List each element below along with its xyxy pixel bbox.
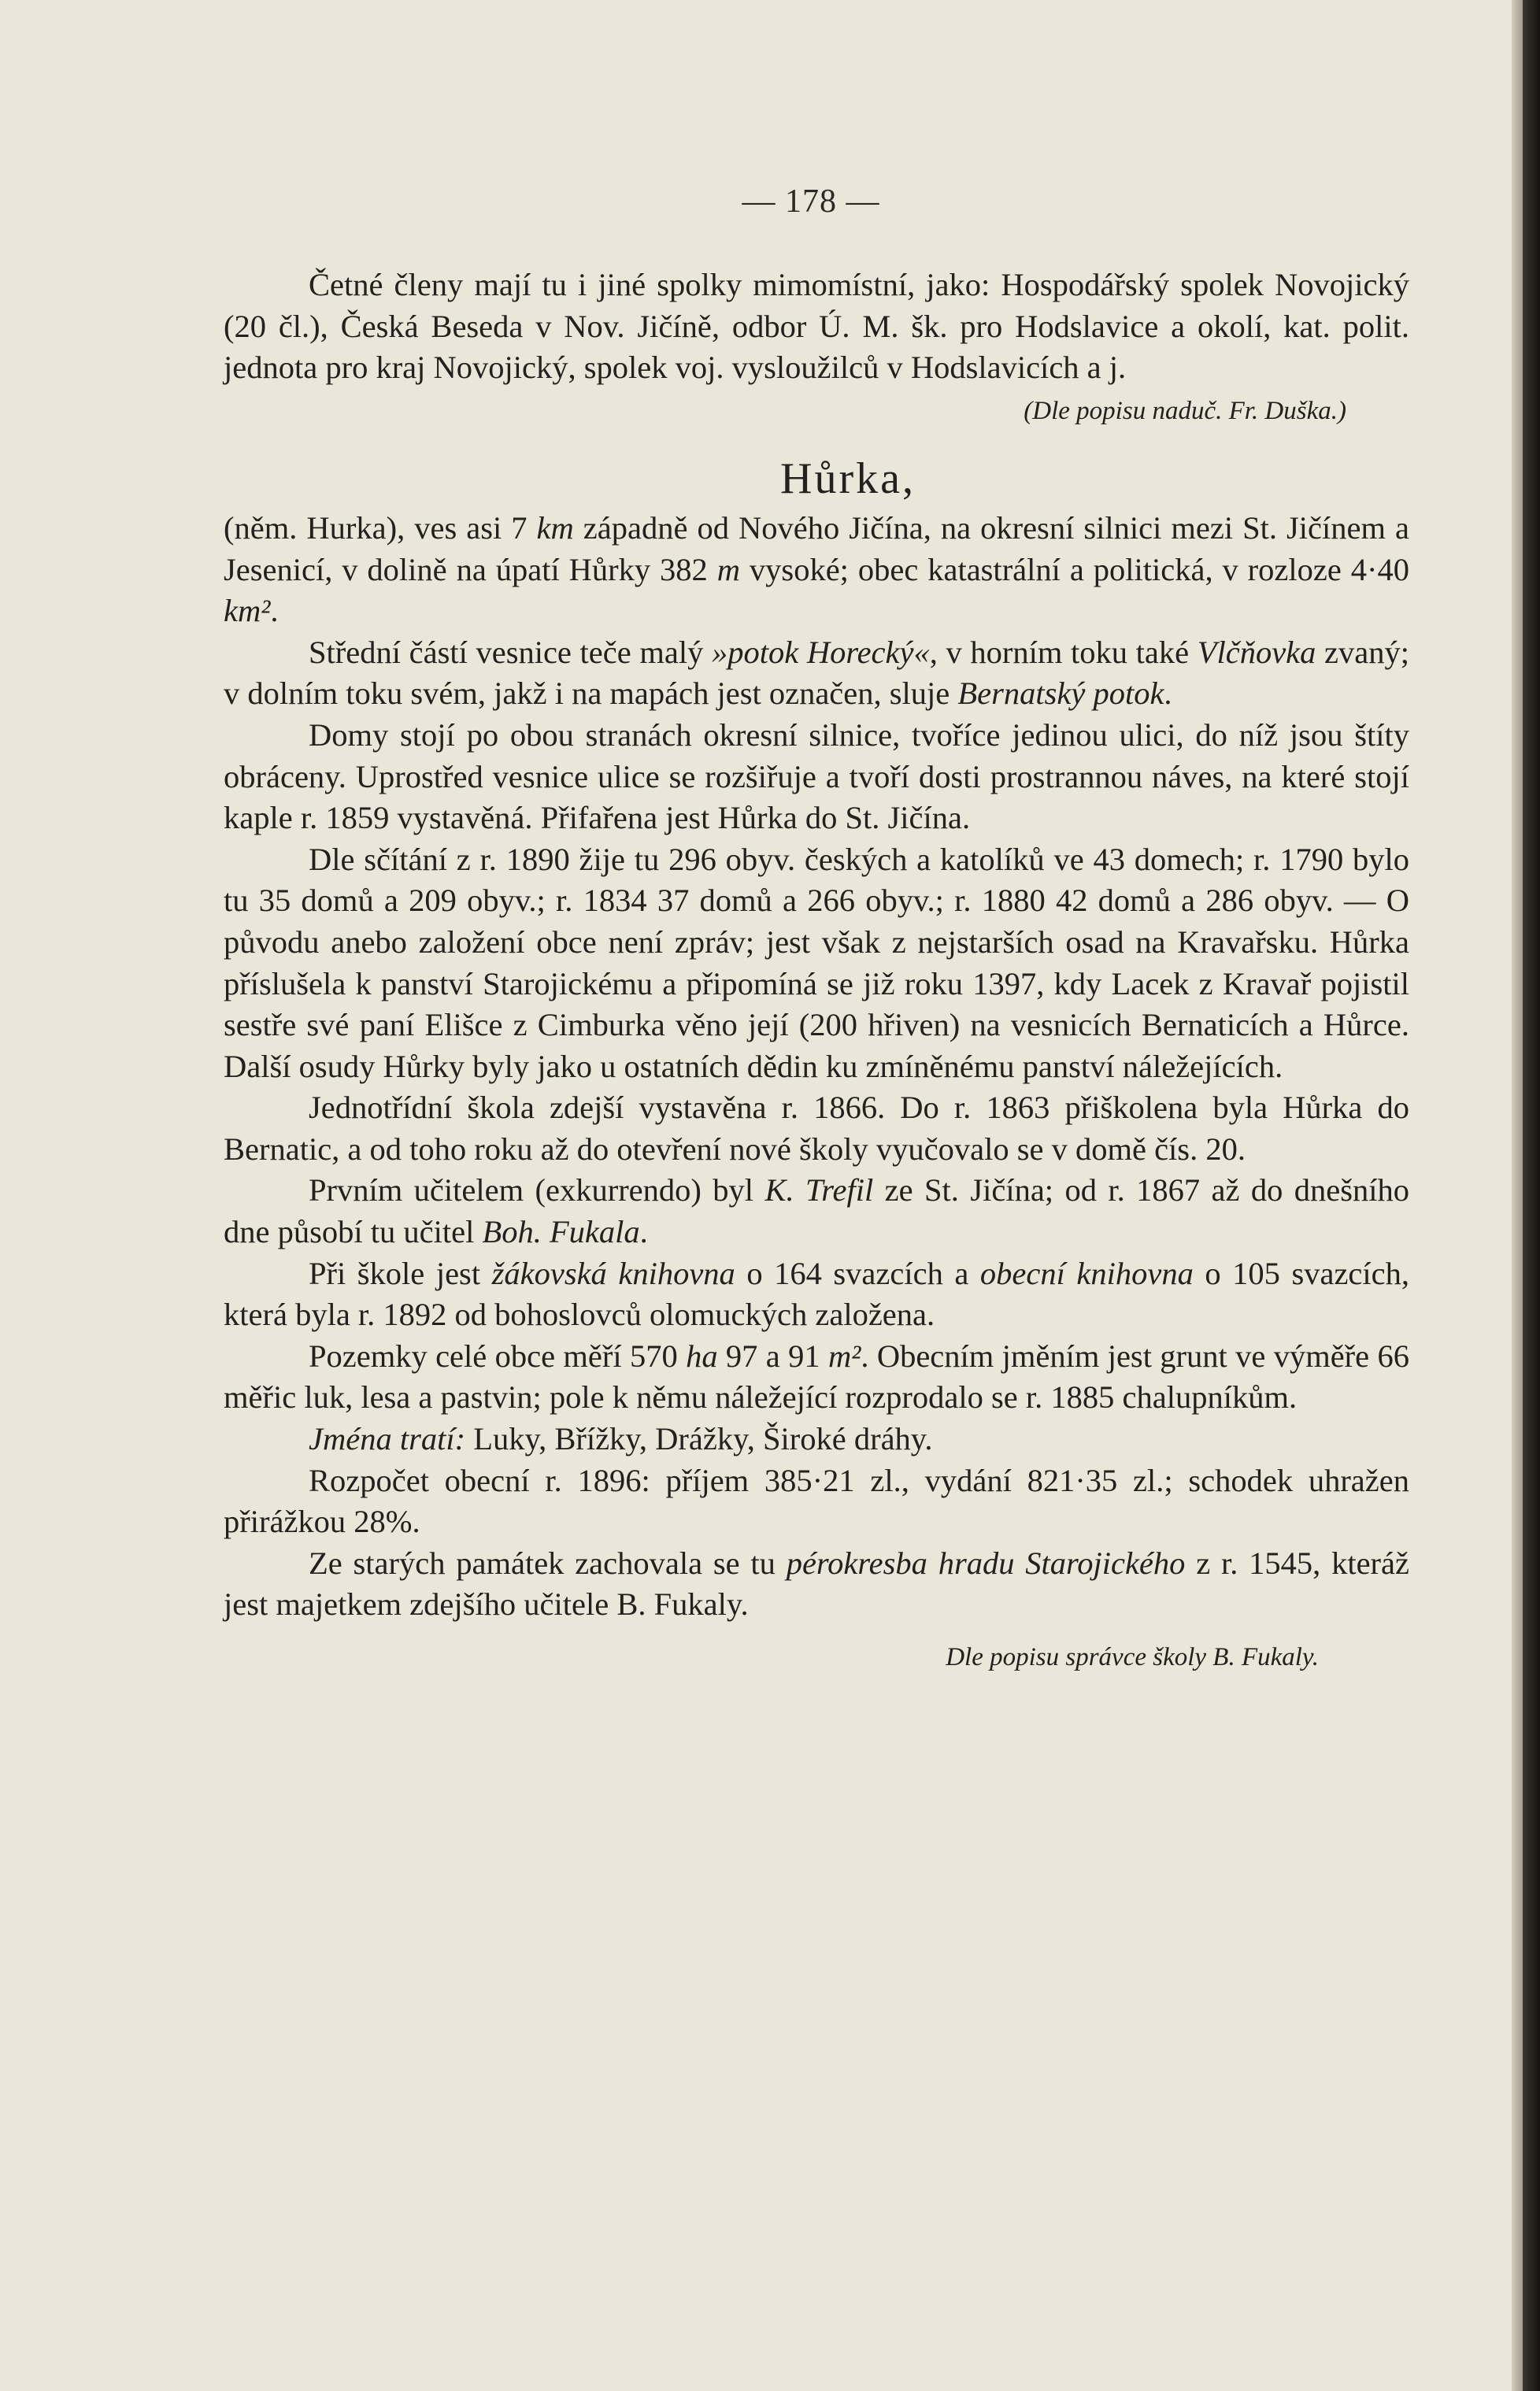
scan-edge: [1523, 0, 1540, 2391]
paragraph-budget: Rozpočet obecní r. 1896: příjem 385·21 zl., vydání 821·35 zl.; schodek uhražen přirážkou 28%.: [224, 1462, 1409, 1540]
signature-article: Dle popisu správce školy B. Fukaly.: [946, 1643, 1319, 1671]
paragraph-houses: Domy stojí po obou stranách okresní silnice, tvoříce jedinou ulici, do níž jsou štíty obráceny. Uprostřed vesnice ulice se rozšiřuje a tvoří dosti prostrannou náves, na které stojí kaple r. 1859 vystavěná. Přifařena jest Hůrka do St. Jičína.: [224, 716, 1409, 836]
paragraph-history: Dle sčítání z r. 1890 žije tu 296 obyv. českých a katolíků ve 43 domech; r. 1790 bylo tu 35 domů a 209 obyv.; r. 1834 37 domů a 266 obyv.; r. 1880 42 domů a 286 obyv. — O původu anebo založení obce není zpráv; jest však z nejstarších osad na Kravařsku. Hůrka příslušela k panství Starojickému a připomíná se již roku 1397, kdy Lacek z Kravař pojistil sestře své paní Elišce z Cimburka věno její (200 hřiven) na vesnicích Bernaticích a Hůrce. Další osudy Hůrky byly jako u ostatních dědin ku zmíněnému panství náležejících.: [224, 841, 1409, 1084]
paragraph-school: Jednotřídní škola zdejší vystavěna r. 1866. Do r. 1863 přiškolena byla Hůrka do Bernatic, a od toho roku až do otevření nové školy vyučovalo se v domě čís. 20.: [224, 1090, 1409, 1167]
page-text: [224, 265, 1409, 1679]
paragraph-land: Pozemky celé obce měří 570 ha 97 a 91 m². Obecním jměním jest grunt ve výměře 66 měřic luk, lesa a pastvin; pole k němu náležející rozprodalo se r. 1885 chalupníkům.: [224, 1338, 1409, 1416]
paragraph-location: (něm. Hurka), ves asi 7 km západně od Nového Jičína, na okresní silnici mezi St. Jičínem a Jesenicí, v dolině na úpatí Hůrky 382 m vysoké; obec katastrální a politická, v rozloze 4·40 km².: [224, 509, 1410, 629]
paragraph-stream: Střední částí vesnice teče malý »potok Horecký«, v horním toku také Vlčňovka zvaný; v dolním toku svém, jakž i na mapách jest označen, sluje Bernatský potok.: [224, 634, 1409, 712]
page-number: — 178 —: [742, 183, 880, 220]
scan-edge-shadow: [1512, 0, 1523, 2391]
paragraph-monuments: Ze starých památek zachovala se tu pérokresba hradu Starojického z r. 1545, kteráž jest majetkem zdejšího učitele B. Fukaly.: [224, 1545, 1409, 1623]
paragraph-field-names: Jména tratí: Luky, Břížky, Drážky, Široké dráhy.: [309, 1421, 933, 1457]
paragraph-clubs: Četné členy mají tu i jiné spolky mimomístní, jako: Hospodářský spolek Novojický (20 čl.), Česká Beseda v Nov. Jičíně, odbor Ú. M. šk. pro Hodslavice a okolí, kat. polit. jednota pro kraj Novojický, spolek voj. vysloužilců v Hodslavicích a j.: [224, 267, 1409, 386]
paragraph-library: Při škole jest žákovská knihovna o 164 svazcích a obecní knihovna o 105 svazcích, která byla r. 1892 od bohoslovců olomuckých založena.: [224, 1255, 1409, 1333]
article-title: Hůrka,: [780, 454, 916, 504]
paragraph-teachers: Prvním učitelem (exkurrendo) byl K. Trefil ze St. Jičína; od r. 1867 až do dnešního dne působí tu učitel Boh. Fukala.: [224, 1172, 1410, 1250]
signature-previous: (Dle popisu naduč. Fr. Duška.): [1024, 396, 1346, 425]
